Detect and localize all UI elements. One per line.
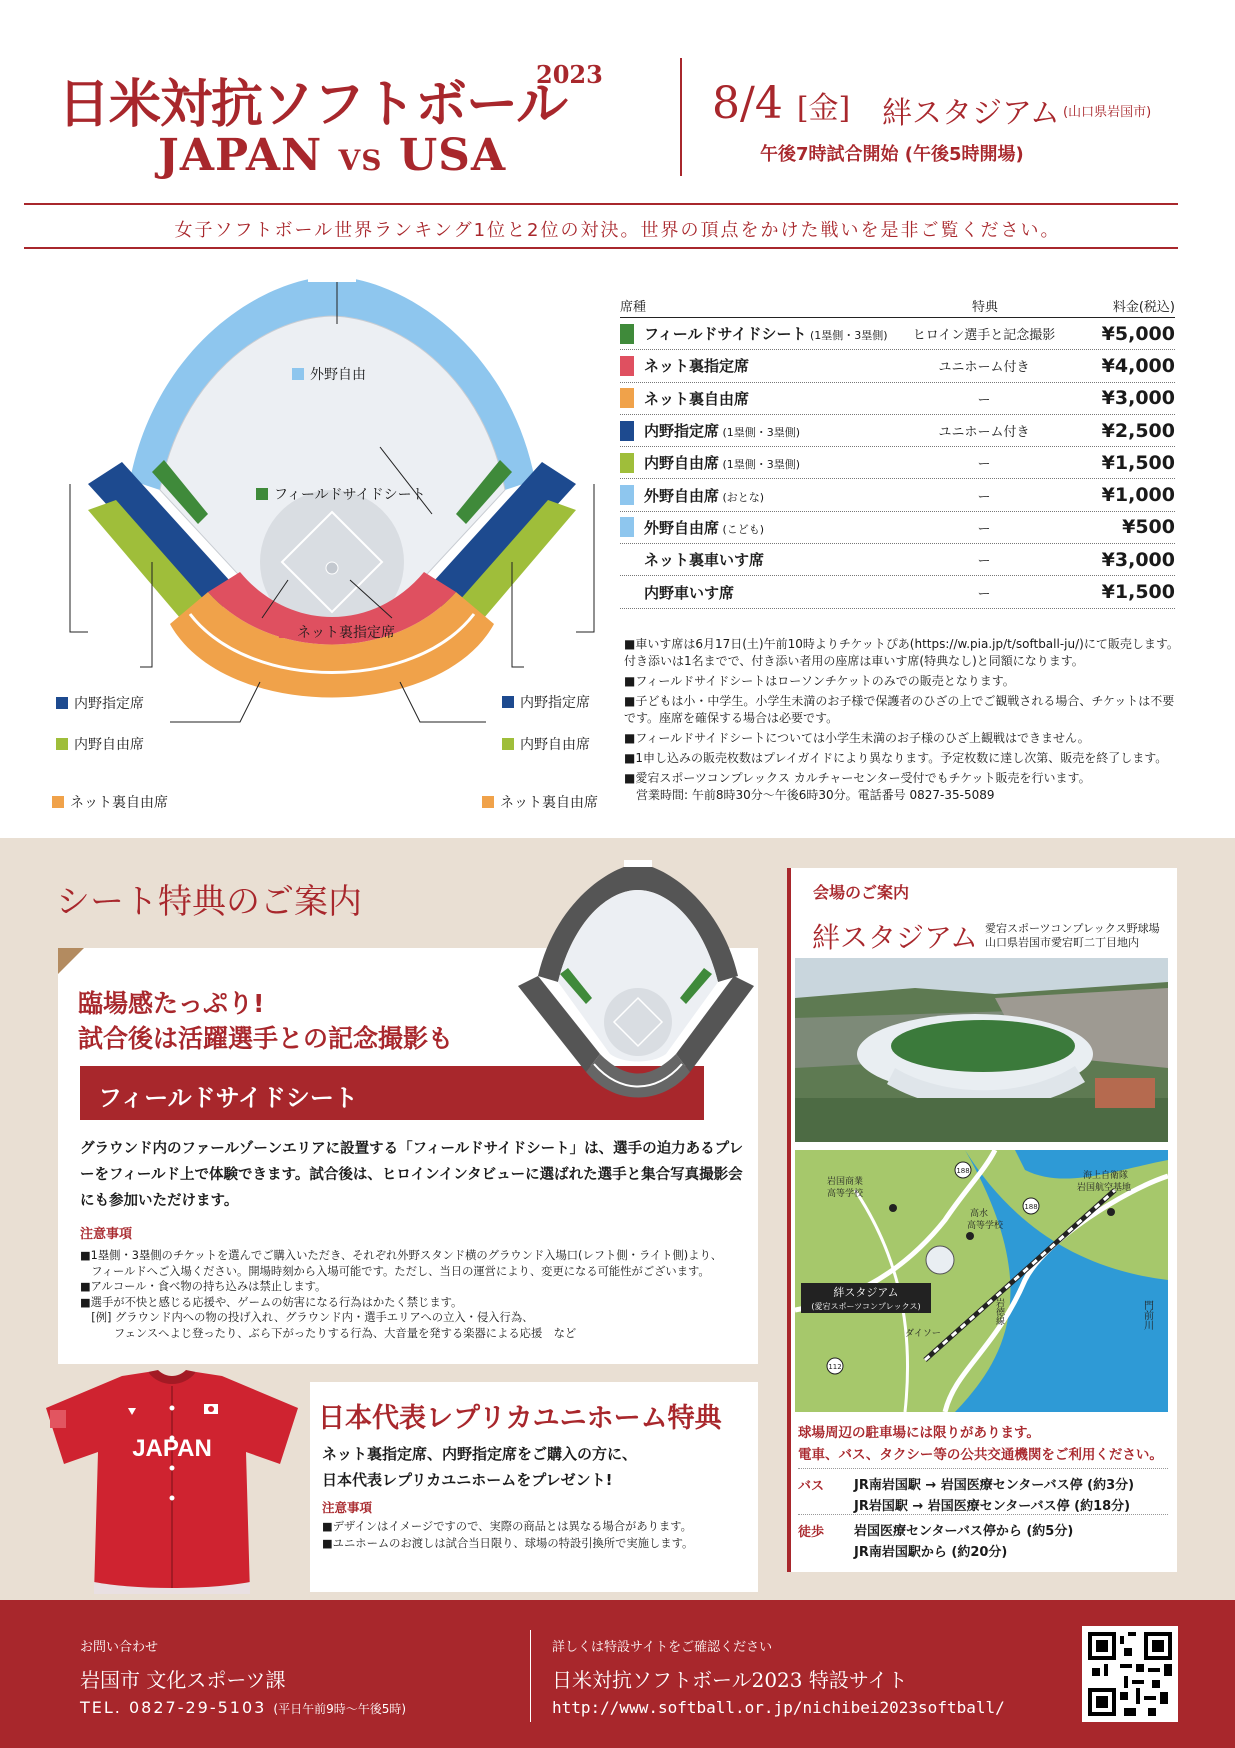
event-date-main: 8/4 bbox=[712, 78, 783, 129]
price-row bbox=[620, 479, 1175, 511]
label-infield-free-right-text: 内野自由席 bbox=[520, 737, 590, 753]
field-side-caution-heading: 注意事項 bbox=[80, 1227, 133, 1242]
seat-type-name: 外野自由席 bbox=[644, 486, 720, 505]
seat-type-name: ネット裏車いす席 bbox=[644, 551, 765, 570]
price-rows bbox=[620, 318, 1175, 609]
ticket-notes bbox=[624, 636, 1184, 807]
price-row bbox=[620, 447, 1175, 479]
header-seat: 席種 bbox=[620, 300, 647, 315]
header-price: 料金(税込) bbox=[1112, 300, 1175, 315]
seat-perk: ー bbox=[977, 489, 991, 505]
seat-price: ¥3,000 bbox=[1101, 548, 1175, 571]
map-label-river: 門前川 bbox=[1141, 1300, 1153, 1330]
price-table-header bbox=[620, 296, 1175, 318]
price-row bbox=[620, 318, 1175, 350]
seat-price: ¥500 bbox=[1122, 516, 1175, 539]
seat-color-swatch bbox=[620, 582, 634, 602]
seat-perk: ヒロイン選手と記念撮影 bbox=[912, 328, 1056, 344]
price-row bbox=[620, 415, 1175, 447]
label-outfield-text: 外野自由 bbox=[310, 367, 366, 383]
seat-perk: ユニホーム付き bbox=[938, 360, 1030, 376]
venue-access-map bbox=[795, 1150, 1168, 1412]
title-japan: JAPAN bbox=[158, 130, 323, 181]
swatch-infield-free-right bbox=[502, 738, 514, 750]
label-infield-reserved-right-text: 内野指定席 bbox=[520, 695, 590, 711]
card-corner-accent bbox=[58, 948, 84, 974]
label-behind-net-free-right bbox=[482, 792, 598, 812]
contact-heading: お問い合わせ bbox=[80, 1640, 159, 1655]
uniform-caution-heading: 注意事項 bbox=[322, 1500, 373, 1515]
field-side-stadium-illustration bbox=[516, 858, 756, 1106]
seat-price: ¥1,000 bbox=[1101, 484, 1175, 507]
seat-type bbox=[644, 549, 909, 570]
event-day: [金] bbox=[796, 91, 851, 126]
seat-price: ¥1,500 bbox=[1101, 451, 1175, 474]
seat-type-name: ネット裏指定席 bbox=[644, 357, 750, 376]
contact-org: 岩国市 文化スポーツ課 bbox=[80, 1668, 286, 1692]
seat-type bbox=[644, 485, 909, 506]
contact-tel bbox=[80, 1698, 406, 1717]
footer-divider bbox=[530, 1630, 531, 1722]
seat-price: ¥1,500 bbox=[1101, 581, 1175, 604]
caution-line: ■アルコール・食べ物の持ち込みは禁止します。 bbox=[80, 1280, 327, 1293]
seat-price: ¥4,000 bbox=[1101, 354, 1175, 377]
seat-type-name: 内野自由席 bbox=[644, 454, 720, 473]
field-side-cautions bbox=[80, 1248, 750, 1341]
seat-color-swatch bbox=[620, 324, 634, 344]
seat-type bbox=[644, 388, 909, 409]
note-item: ■フィールドサイドシートはローソンチケットのみでの販売となります。 bbox=[624, 674, 1015, 688]
uniform-description bbox=[322, 1441, 752, 1493]
tagline: 女子ソフトボール世界ランキング1位と2位の対決。世界の頂点をかけた戦いを是非ご覧ください。 bbox=[174, 220, 1061, 241]
seat-perk: ユニホーム付き bbox=[938, 425, 1030, 441]
price-row bbox=[620, 350, 1175, 382]
seat-type-name: 内野指定席 bbox=[644, 422, 720, 441]
swatch-infield-reserved-right bbox=[502, 696, 514, 708]
caution-line: ■デザインはイメージですので、実際の商品とは異なる場合があります。 bbox=[322, 1520, 692, 1533]
event-year: 2023 bbox=[536, 60, 603, 89]
swatch-behind-net-reserved bbox=[279, 626, 291, 638]
header-perk: 特典 bbox=[971, 300, 998, 315]
seat-type-note: (1塁側・3塁側) bbox=[719, 458, 801, 472]
note-item: ■1申し込みの販売枚数はプレイガイドにより異なります。予定枚数に達し次第、販売を終了します。 bbox=[624, 751, 1168, 765]
uniform-desc-line-2: 日本代表レプリカユニホームをプレゼント! bbox=[322, 1471, 613, 1489]
note-item: ■子どもは小・中学生。小学生未満のお子様で保護者のひざの上でご観戦される場合、チケットは不要です。座席を確保する場合は必要です。 bbox=[624, 694, 1175, 725]
map-label-sdf2: 岩国航空基地 bbox=[1077, 1183, 1132, 1193]
note-item: ■愛宕スポーツコンプレックス カルチャーセンター受付でもチケット販売を行います。 bbox=[624, 771, 1091, 785]
label-behind-net-reserved bbox=[279, 622, 395, 642]
event-start-time: 午後7時試合開始 (午後5時開場) bbox=[760, 144, 1024, 165]
qr-code[interactable] bbox=[1082, 1626, 1178, 1722]
event-title-jp: 日米対抗ソフトボール bbox=[58, 74, 567, 135]
label-field-side bbox=[256, 484, 426, 504]
replica-jersey-illustration bbox=[36, 1368, 308, 1600]
title-usa: USA bbox=[398, 130, 507, 181]
parking-note-2: 電車、バス、タクシー等の公共交通機関をご利用ください。 bbox=[798, 1447, 1163, 1463]
seat-type bbox=[644, 517, 909, 538]
caution-line: ■選手が不快と感じる応援や、ゲームの妨害になる行為はかたく禁じます。 bbox=[80, 1295, 463, 1309]
caution-line: フェンスへよじ登ったり、ぶら下がったりする行為、大音量を発する楽器による応援 など bbox=[80, 1326, 577, 1340]
venue-address: 山口県岩国市愛宕町二丁目地内 bbox=[985, 936, 1139, 949]
seat-type-note: (1塁側・3塁側) bbox=[719, 426, 801, 440]
tagline-rule-top bbox=[24, 203, 1178, 205]
seat-perk: ー bbox=[977, 521, 991, 537]
uniform-desc-line-1: ネット裏指定席、内野指定席をご購入の方に、 bbox=[322, 1445, 638, 1463]
seat-perk: ー bbox=[977, 586, 991, 602]
note-item: ■フィールドサイドシートについては小学生未満のお子様のひざ上観戦はできません。 bbox=[624, 731, 1090, 745]
seat-type bbox=[644, 323, 909, 344]
map-label-school2: 高水 bbox=[970, 1209, 989, 1219]
venue-facility: 愛宕スポーツコンプレックス野球場 bbox=[985, 922, 1160, 935]
pitcher-mound bbox=[326, 562, 338, 574]
parking-note-1: 球場周辺の駐車場には限りがあります。 bbox=[798, 1425, 1040, 1441]
field-side-catch-1: 臨場感たっぷり! bbox=[78, 989, 265, 1018]
access-walk-line-1: 岩国医療センターバス停から (約5分) bbox=[854, 1524, 1074, 1539]
event-venue: 絆スタジアム bbox=[882, 96, 1060, 131]
seat-perk: ー bbox=[977, 457, 991, 473]
swatch-field-side bbox=[256, 488, 268, 500]
label-infield-free-right bbox=[502, 734, 590, 754]
swatch-behind-net-free bbox=[52, 796, 64, 808]
field-side-banner-text: フィールドサイドシート bbox=[98, 1084, 358, 1112]
map-label-stadium: 絆スタジアム bbox=[833, 1286, 899, 1299]
label-infield-free-left bbox=[56, 734, 144, 754]
label-behind-net-free-left-text: ネット裏自由席 bbox=[70, 795, 168, 811]
seat-price: ¥3,000 bbox=[1101, 387, 1175, 410]
access-bus-line-2: JR岩国駅 → 岩国医療センターバス停 (約18分) bbox=[854, 1499, 1131, 1514]
scoreboard bbox=[308, 270, 356, 282]
caution-line: ■ユニホームのお渡しは試合当日限り、球場の特設引換所で実施します。 bbox=[322, 1537, 694, 1550]
field-side-catch-2: 試合後は活躍選手との記念撮影も bbox=[78, 1024, 454, 1053]
seat-color-swatch bbox=[620, 485, 634, 505]
map-route-188a: 188 bbox=[956, 1167, 970, 1175]
label-field-side-text: フィールドサイドシート bbox=[274, 487, 426, 503]
stadium-aerial-photo bbox=[795, 958, 1168, 1142]
caution-line: ■1塁側・3塁側のチケットを選んでご購入いただき、それぞれ外野スタンド横のグラウンド入場口(レフト側・ライト側)より、 bbox=[80, 1249, 723, 1262]
site-name: 日米対抗ソフトボール2023 特設サイト bbox=[552, 1668, 908, 1692]
title-vs: VS bbox=[338, 144, 383, 177]
map-label-school1b: 高等学校 bbox=[827, 1189, 864, 1199]
jersey-text: JAPAN bbox=[132, 1435, 212, 1462]
seat-type-name: フィールドサイドシート bbox=[644, 325, 807, 344]
swatch-infield-reserved bbox=[56, 697, 68, 709]
site-url-link[interactable]: http://www.softball.or.jp/nichibei2023softball/ bbox=[552, 1698, 1005, 1717]
contact-hours: (平日午前9時〜午後5時) bbox=[273, 1702, 407, 1716]
price-table bbox=[620, 296, 1175, 609]
seat-color-swatch bbox=[620, 453, 634, 473]
seat-type-note: (こども) bbox=[719, 522, 765, 536]
swatch-infield-free bbox=[56, 738, 68, 750]
qr-code-icon bbox=[1088, 1632, 1172, 1716]
caution-line: フィールドへご入場ください。開場時刻から入場可能です。ただし、当日の運営により、変更になる可能性がございます。 bbox=[80, 1264, 710, 1278]
price-row bbox=[620, 512, 1175, 544]
caution-line: [例] グラウンド内への物の投げ入れ、グラウンド内・選手エリアへの立入・侵入行為、 bbox=[80, 1311, 534, 1324]
seat-type-name: 内野車いす席 bbox=[644, 583, 735, 602]
uniform-cautions bbox=[322, 1518, 752, 1552]
seat-price: ¥2,500 bbox=[1101, 419, 1175, 442]
seat-color-swatch bbox=[620, 517, 634, 537]
access-walk-label: 徒歩 bbox=[798, 1525, 825, 1540]
seat-color-swatch bbox=[620, 421, 634, 441]
label-behind-net-reserved-text: ネット裏指定席 bbox=[297, 625, 395, 641]
seat-type bbox=[644, 582, 909, 603]
seat-perk: ー bbox=[977, 554, 991, 570]
venue-name: 絆スタジアム bbox=[812, 921, 979, 954]
access-bus bbox=[798, 1468, 1168, 1517]
uniform-title: 日本代表レプリカユニホーム特典 bbox=[318, 1403, 722, 1434]
note-item: 営業時間: 午前8時30分〜午後6時30分。電話番号 0827-35-5089 bbox=[636, 788, 995, 802]
map-label-school2b: 高等学校 bbox=[967, 1221, 1004, 1231]
label-infield-reserved-right bbox=[502, 692, 590, 712]
seat-type-note: (おとな) bbox=[719, 490, 765, 504]
seat-type bbox=[644, 420, 909, 441]
map-label-store: ダイソー bbox=[905, 1329, 941, 1339]
map-route-188b: 188 bbox=[1024, 1203, 1038, 1211]
swatch-behind-net-free-right bbox=[482, 796, 494, 808]
swatch-outfield bbox=[292, 368, 304, 380]
label-outfield bbox=[292, 364, 366, 384]
label-infield-free-left-text: 内野自由席 bbox=[74, 737, 144, 753]
price-row bbox=[620, 383, 1175, 415]
price-row bbox=[620, 576, 1175, 608]
seat-type-name: 外野自由席 bbox=[644, 518, 720, 537]
seat-price: ¥5,000 bbox=[1101, 322, 1175, 345]
map-label-sdf: 海上自衛隊 bbox=[1083, 1171, 1129, 1181]
event-date bbox=[712, 78, 850, 129]
header-divider bbox=[680, 58, 682, 176]
seat-type-name: ネット裏自由席 bbox=[644, 389, 750, 408]
seat-color-swatch bbox=[620, 550, 634, 570]
event-venue-note: (山口県岩国市) bbox=[1063, 105, 1152, 120]
label-behind-net-free-right-text: ネット裏自由席 bbox=[500, 795, 598, 811]
benefits-heading: シート特典のご案内 bbox=[56, 882, 362, 922]
label-infield-reserved-left bbox=[56, 693, 144, 713]
access-bus-label: バス bbox=[798, 1479, 825, 1494]
contact-tel-number: TEL. 0827-29-5103 bbox=[80, 1698, 267, 1717]
tagline-rule-bottom bbox=[24, 247, 1178, 249]
event-title-en bbox=[158, 130, 506, 181]
seat-type bbox=[644, 355, 909, 376]
access-walk bbox=[798, 1514, 1168, 1563]
access-bus-line-1: JR南岩国駅 → 岩国医療センターバス停 (約3分) bbox=[854, 1478, 1135, 1493]
note-item: ■車いす席は6月17日(土)午前10時よりチケットぴあ(https://w.pia.jp/t/softball-ju/)にて販売します。付き添いは1名までで、付き添い者用の座席は車いす席(特典なし)と同額になります。 bbox=[624, 637, 1179, 668]
label-behind-net-free-left bbox=[52, 792, 168, 812]
site-heading: 詳しくは特設サイトをご確認ください bbox=[552, 1640, 773, 1655]
access-walk-line-2: JR南岩国駅から (約20分) bbox=[854, 1545, 1008, 1560]
map-label-rail: 岩徳線 bbox=[994, 1298, 1004, 1325]
price-row bbox=[620, 544, 1175, 576]
field-side-description: グラウンド内のファールゾーンエリアに設置する「フィールドサイドシート」は、選手の迫力あるプレーをフィールド上で体験できます。試合後は、ヒロインインタビューに選ばれた選手と集合写真撮影会にも参加いただけます。 bbox=[80, 1141, 744, 1209]
map-label-stadium-sub: (愛宕スポーツコンプレックス) bbox=[811, 1302, 921, 1311]
seat-type bbox=[644, 452, 909, 473]
map-route-112: 112 bbox=[828, 1363, 842, 1371]
venue-heading: 会場のご案内 bbox=[813, 883, 910, 902]
seat-perk: ー bbox=[977, 392, 991, 408]
seat-type-note: (1塁側・3塁側) bbox=[806, 329, 888, 343]
seat-color-swatch bbox=[620, 388, 634, 408]
map-label-school1: 岩国商業 bbox=[827, 1177, 864, 1187]
seat-color-swatch bbox=[620, 356, 634, 376]
label-infield-reserved-left-text: 内野指定席 bbox=[74, 696, 144, 712]
